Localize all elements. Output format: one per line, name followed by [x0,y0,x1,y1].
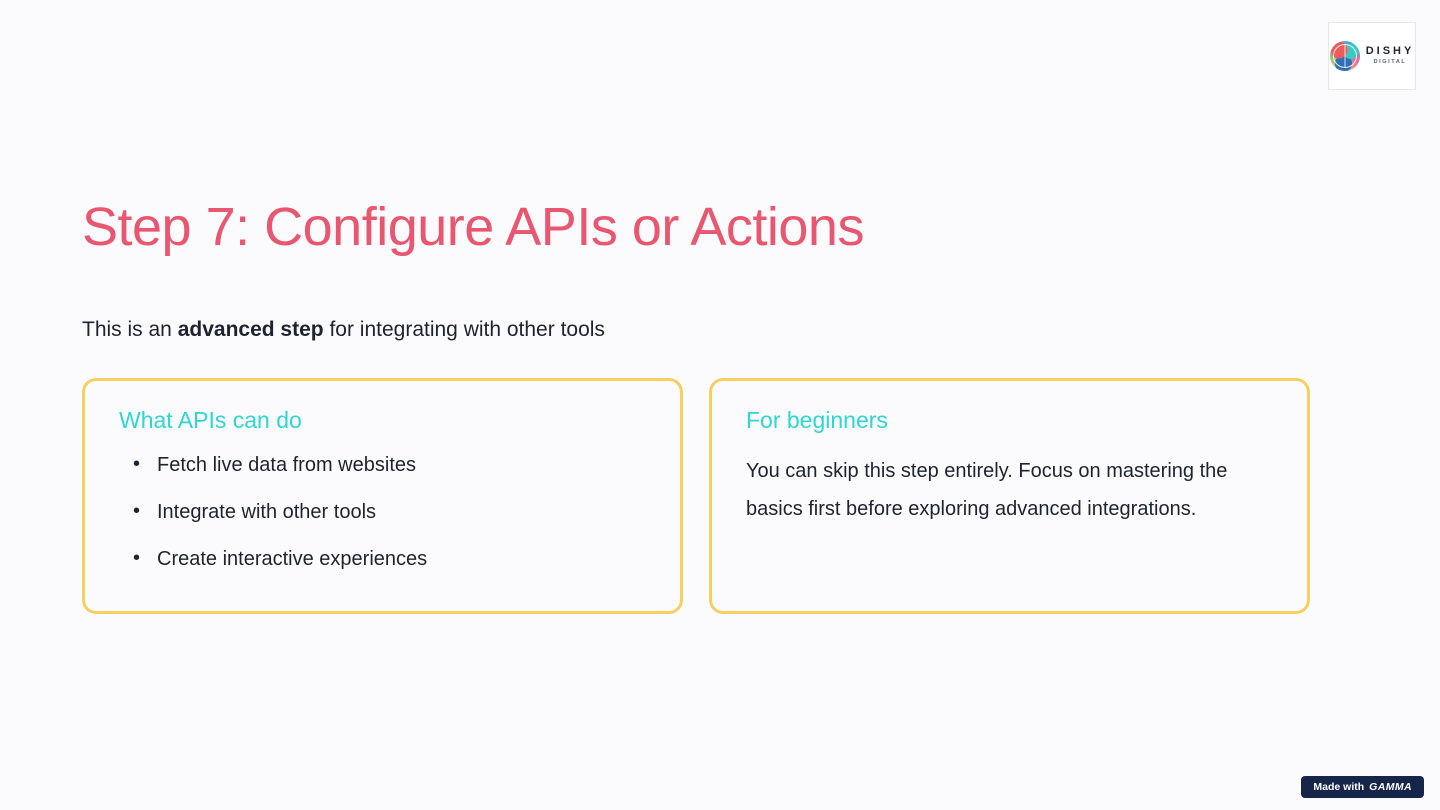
list-item: • Create interactive experiences [119,546,650,572]
brand-logo [1328,22,1416,90]
page-title: Step 7: Configure APIs or Actions [82,197,864,257]
globe-icon [1330,41,1360,71]
made-with-gamma-badge[interactable] [1301,776,1424,798]
card-group [82,378,1310,614]
card-body-text: You can skip this step entirely. Focus on mastering the basics first before exploring advanced integrations. [746,460,1228,520]
logo-wordmark [1366,46,1415,66]
card-title: For beginners [746,407,888,433]
card-for-beginners [709,378,1310,614]
badge-prefix: Made with [1313,781,1365,793]
card-bullet-list [119,452,650,572]
card-what-apis-can-do [82,378,683,614]
subtitle-emphasis: advanced step [177,318,324,341]
subtitle [82,318,605,342]
subtitle-prefix: This is an [82,318,178,341]
logo-title: DISHY [1365,45,1415,58]
card-title: What APIs can do [119,407,302,433]
slide-content [82,0,1310,810]
list-item: • Fetch live data from websites [119,452,650,478]
subtitle-suffix: for integrating with other tools [323,318,605,341]
badge-brand: GAMMA [1369,781,1412,793]
logo-subtitle: DIGITAL [1373,59,1407,66]
list-item: • Integrate with other tools [119,499,650,525]
